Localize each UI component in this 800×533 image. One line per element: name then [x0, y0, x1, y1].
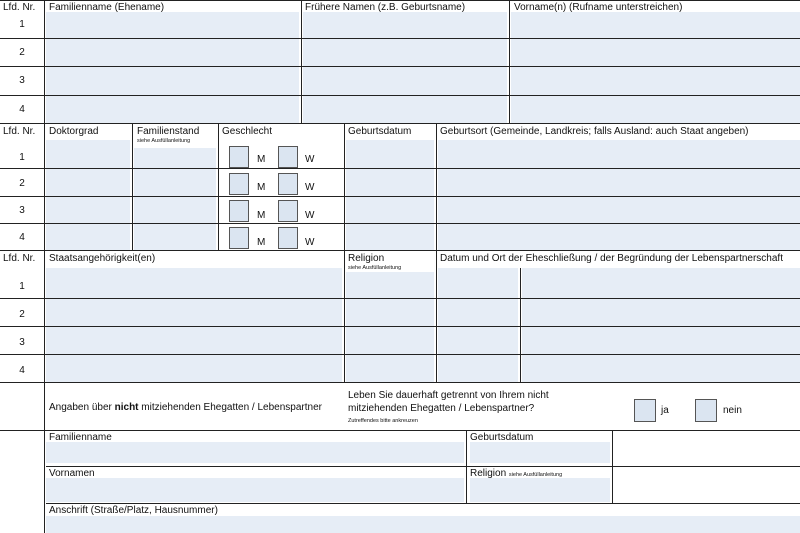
partner-section-title: Angaben über nicht mitziehenden Ehegatten / Lebenspartner [49, 402, 322, 413]
religion-fields[interactable] [346, 272, 434, 382]
male-checkbox[interactable] [229, 200, 249, 222]
female-label: W [305, 210, 315, 221]
col-geburtsort: Geburtsort (Gemeinde, Landkreis; falls Ausland: auch Staat angeben) [440, 126, 749, 137]
col-fruehere-namen: Frühere Namen (z.B. Geburtsname) [305, 2, 466, 13]
col-familienstand: Familienstand [137, 126, 200, 137]
partner-familienname-label: Familienname [49, 432, 112, 443]
female-checkbox[interactable] [278, 173, 298, 195]
col-vornamen: Vorname(n) (Rufname unterstreichen) [514, 2, 683, 13]
female-label: W [305, 237, 315, 248]
religion-note: siehe Ausfüllanleitung [348, 265, 402, 271]
male-label: M [257, 210, 266, 221]
col-staatsangehoerigkeit: Staatsangehörigkeit(en) [49, 253, 156, 264]
ja-label: ja [661, 405, 669, 416]
row-number: 1 [19, 19, 25, 30]
male-label: M [257, 237, 266, 248]
col-familienname: Familienname (Ehename) [49, 2, 165, 13]
row-number: 1 [19, 281, 25, 292]
separation-question-line2: mitziehenden Ehegatten / Lebenspartner? [348, 403, 535, 414]
familienstand-note: siehe Ausfüllanleitung [137, 138, 191, 144]
ja-checkbox[interactable] [634, 399, 656, 422]
doktorgrad-fields[interactable] [46, 140, 130, 250]
row-number: 4 [19, 365, 25, 376]
col-lfd-nr: Lfd. Nr. [3, 2, 36, 13]
partner-geburtsdatum-label: Geburtsdatum [470, 432, 534, 443]
partner-vornamen-label: Vornamen [49, 468, 95, 479]
row-number: 3 [19, 75, 25, 86]
female-checkbox[interactable] [278, 200, 298, 222]
col-doktorgrad: Doktorgrad [49, 126, 99, 137]
row-number: 2 [19, 47, 25, 58]
row-number: 4 [19, 104, 25, 115]
partner-anschrift-field[interactable] [46, 516, 800, 533]
female-label: W [305, 154, 315, 165]
col-geschlecht: Geschlecht [222, 126, 273, 137]
ehe-ort-fields[interactable] [522, 268, 800, 382]
row-number: 1 [19, 152, 25, 163]
nein-checkbox[interactable] [695, 399, 717, 422]
familienname-fields[interactable] [46, 12, 299, 123]
partner-familienname-field[interactable] [46, 442, 464, 463]
row-number: 2 [19, 178, 25, 189]
row-number: 3 [19, 337, 25, 348]
male-checkbox[interactable] [229, 173, 249, 195]
female-checkbox[interactable] [278, 146, 298, 168]
male-label: M [257, 154, 266, 165]
partner-religion-field[interactable] [470, 478, 610, 502]
vornamen-fields[interactable] [511, 12, 800, 123]
female-label: W [305, 182, 315, 193]
col-lfd-nr: Lfd. Nr. [3, 126, 36, 137]
separation-question-note: Zutreffendes bitte ankreuzen [348, 418, 418, 424]
partner-geburtsdatum-field[interactable] [470, 442, 610, 463]
male-checkbox[interactable] [229, 227, 249, 249]
col-geburtsdatum: Geburtsdatum [348, 126, 412, 137]
male-checkbox[interactable] [229, 146, 249, 168]
female-checkbox[interactable] [278, 227, 298, 249]
fruehere-namen-fields[interactable] [303, 12, 507, 123]
row-number: 2 [19, 309, 25, 320]
col-eheschliessung: Datum und Ort der Eheschließung / der Begründung der Lebenspartnerschaft [440, 253, 783, 264]
col-religion: Religion [348, 253, 385, 264]
staatsangehoerigkeit-fields[interactable] [46, 268, 342, 382]
geburtsdatum-fields[interactable] [346, 140, 434, 250]
partner-anschrift-label: Anschrift (Straße/Platz, Hausnummer) [49, 505, 218, 516]
geburtsort-fields[interactable] [438, 140, 800, 250]
nein-label: nein [723, 405, 742, 416]
col-lfd-nr: Lfd. Nr. [3, 253, 36, 264]
religion-note: siehe Ausfüllanleitung [508, 472, 563, 478]
separation-question-line1: Leben Sie dauerhaft getrennt von Ihrem nicht [348, 390, 549, 401]
partner-religion-label: Religion siehe Ausfüllanleitung [470, 468, 563, 479]
row-number: 4 [19, 232, 25, 243]
male-label: M [257, 182, 266, 193]
ehe-datum-fields[interactable] [438, 268, 518, 382]
partner-vornamen-field[interactable] [46, 478, 464, 502]
familienstand-fields[interactable] [134, 148, 216, 250]
row-number: 3 [19, 205, 25, 216]
